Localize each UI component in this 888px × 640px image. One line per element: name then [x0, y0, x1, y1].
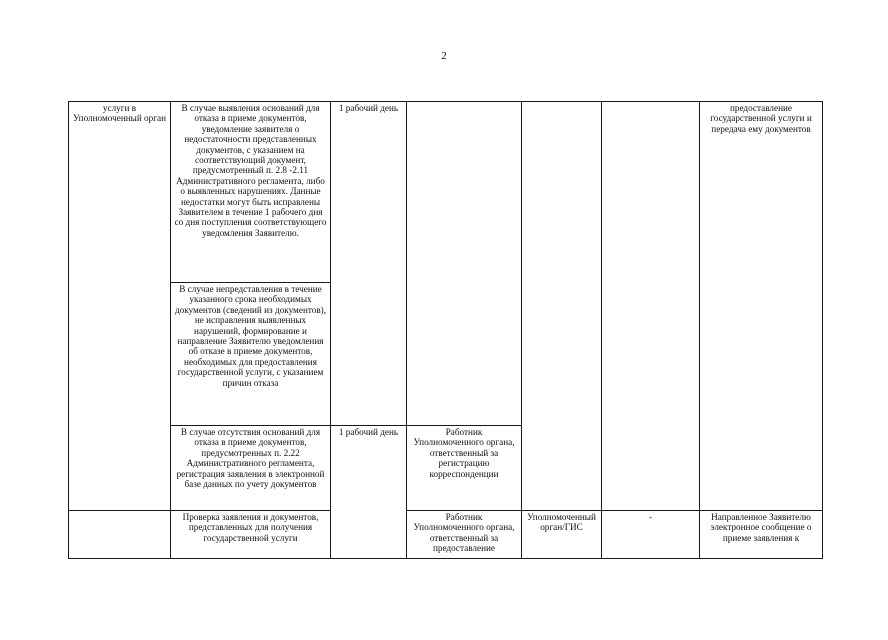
- responsible-cell-4: Работник Уполномоченного органа, ответственный за предоставление: [407, 511, 522, 559]
- action-cell-2: В случае непредставления в течение указанного срока необходимых документов (сведений из документов), не исправления выявленных нарушений, формирование и направление Заявителю уведомления об отказе в приеме документов, необходимых для предоставления государственной услуги, с указанием причин отказа: [171, 283, 331, 426]
- responsible-cell-1: [407, 102, 522, 426]
- place-cell-4: Уполномоченный орган/ГИС: [522, 511, 602, 559]
- page-number: 2: [441, 50, 447, 62]
- term-cell-1: 1 рабочий день: [331, 102, 407, 426]
- responsible-cell-3: Работник Уполномоченного органа, ответственный за регистрацию корреспонденции: [407, 426, 522, 511]
- action-cell-3: В случае отсутствия оснований для отказа в приеме документов, предусмотренных п. 2.22 Административного регламента, регистрация заявления в электронной базе данных по учету документов: [171, 426, 331, 511]
- service-cell: услуги в Уполномоченный орган: [69, 102, 171, 511]
- service-cell-blank: [69, 511, 171, 559]
- regulation-table: [68, 101, 823, 559]
- result-cell-1: предоставление государственной услуги и передача ему документов: [700, 102, 823, 511]
- action-cell-1: В случае выявления оснований для отказа в приеме документов, уведомление заявителя о недостаточности представленных документов, с указанием на соответствующий документ, предусмотренный п. 2.8 -2.11 Административного регламента, либо о выявленных нарушениях. Данные недостатки могут быть исправлены Заявителем в течение 1 рабочего дня со дня поступления соответствующего уведомления Заявителю.: [171, 102, 331, 283]
- term-cell-3: 1 рабочий день: [331, 426, 407, 559]
- action-cell-4: Проверка заявления и документов, представленных для получения государственной услуги: [171, 511, 331, 559]
- place-cell-1: [522, 102, 602, 511]
- result-cell-4: Направленное Заявителю электронное сообщение о приеме заявления к: [700, 511, 823, 559]
- criteria-cell-4: -: [602, 511, 700, 559]
- criteria-cell-1: [602, 102, 700, 511]
